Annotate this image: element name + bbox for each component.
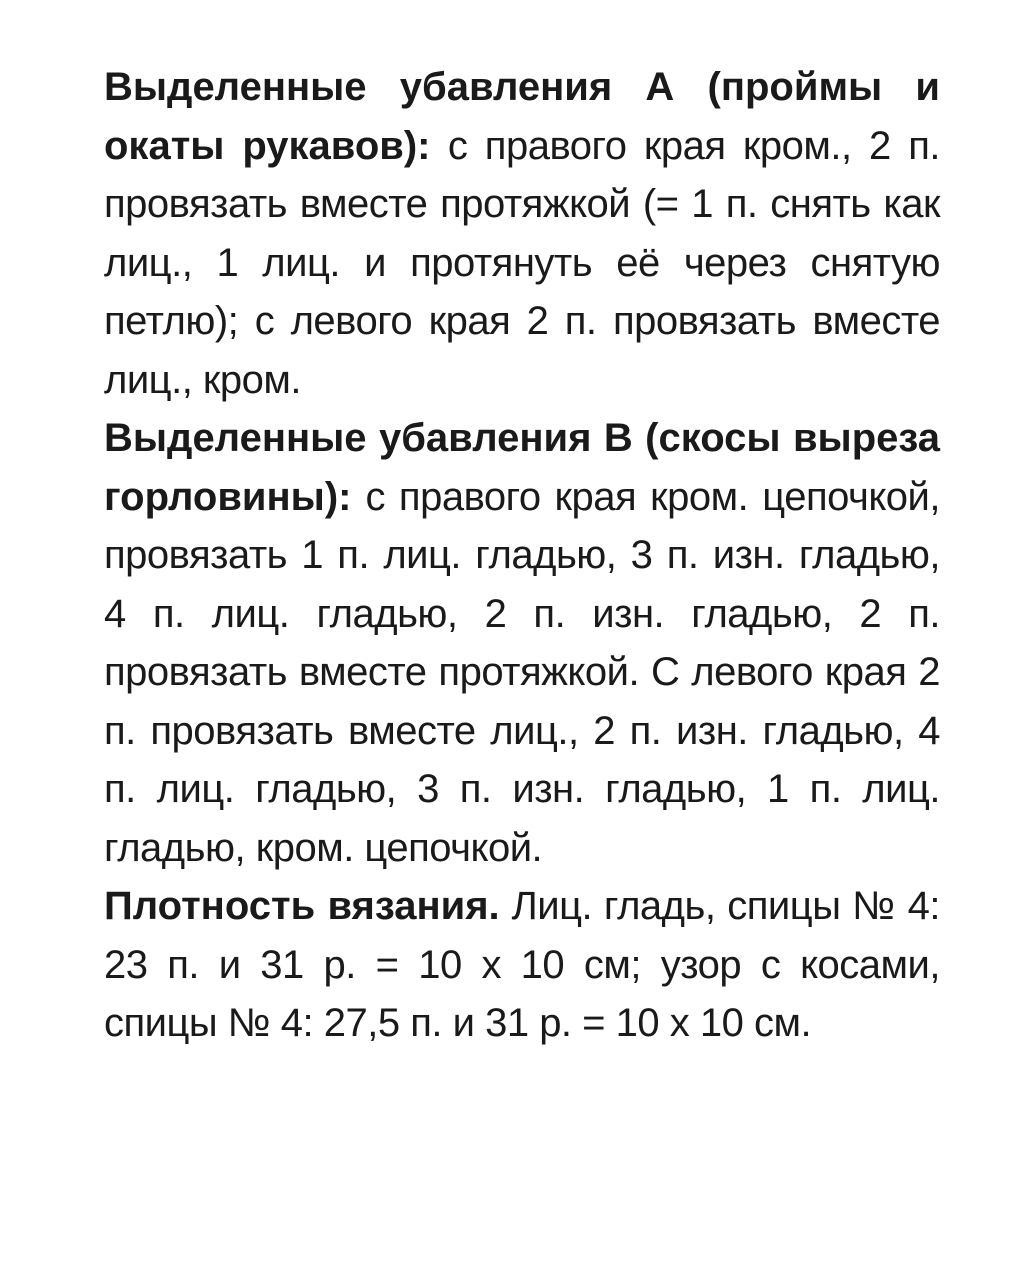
document-page bbox=[104, 58, 940, 1053]
paragraph-decreases-b bbox=[104, 409, 940, 877]
heading-gauge: Плотность вязания. bbox=[104, 884, 500, 928]
text-decreases-a: с правого края кром., 2 п. провязать вместе протяжкой (= 1 п. снять как лиц., 1 лиц. и протянуть её через снятую петлю); с левого края 2 п. провязать вместе лиц., кром. bbox=[104, 123, 940, 402]
text-decreases-b: с правого края кром. цепочкой, провязать 1 п. лиц. гладью, 3 п. изн. гладью, 4 п. лиц. гладью, 2 п. изн. гладью, 2 п. провязать вместе протяжкой. С левого края 2 п. провязать вместе лиц., 2 п. изн. гладью, 4 п. лиц. гладью, 3 п. изн. гладью, 1 п. лиц. гладью, кром. цепочкой. bbox=[104, 474, 940, 870]
paragraph-gauge bbox=[104, 877, 940, 1053]
text-gauge: Лиц. гладь, спицы № 4: 23 п. и 31 р. = 10 х 10 см; узор с косами, спицы № 4: 27,5 п. и 31 р. = 10 х 10 см. bbox=[104, 884, 940, 1045]
heading-decreases-b: Выделенные убавления В (скосы выреза горловины): bbox=[104, 416, 940, 519]
paragraph-decreases-a bbox=[104, 58, 940, 409]
heading-decreases-a: Выделенные убавления А (проймы и окаты рукавов): bbox=[104, 65, 940, 168]
